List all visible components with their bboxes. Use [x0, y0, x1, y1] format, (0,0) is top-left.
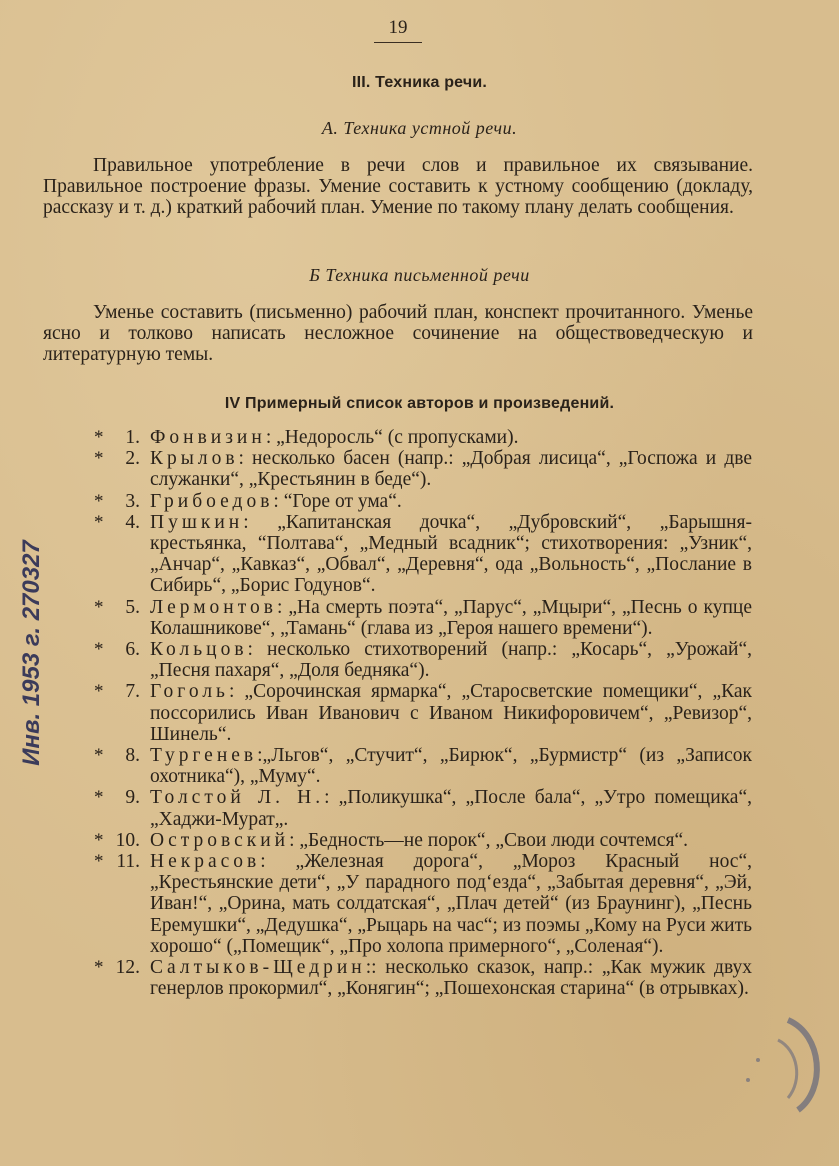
- list-item-star: *: [94, 851, 104, 873]
- list-item-number: 6.: [125, 639, 140, 661]
- list-item-text: [150, 512, 752, 597]
- list-item-star: *: [94, 957, 104, 979]
- author-name: Лермонтов: [150, 596, 277, 618]
- author-name: Грибоедов: [150, 490, 274, 512]
- list-item-text: [150, 745, 752, 787]
- works-text: : „Бедность—не порок“, „Свои люди сочтемся“.: [289, 829, 689, 851]
- list-item-number: 9.: [125, 787, 140, 809]
- list-item: [0, 681, 839, 745]
- works-text: : „На смерть поэта“, „Парус“, „Мцыри“, „Песнь о купце Колашникове“, „Тамань“ (глава из „Героя нашего времени“).: [150, 596, 752, 639]
- handwritten-inventory-note: [16, 523, 62, 783]
- list-item-star: *: [94, 745, 104, 767]
- list-item-text: [150, 830, 752, 851]
- list-item-text: [150, 787, 752, 829]
- list-item-star: *: [94, 681, 104, 703]
- list-item-star: *: [94, 511, 104, 533]
- list-item: [0, 427, 839, 448]
- list-item-text: [150, 957, 752, 999]
- subsection-a-title: А. Техника устной речи.: [321, 118, 518, 138]
- subsection-a-text: Правильное употребление в речи слов и правильное их связывание. Правильное построение фразы. Умение составить к устному сообщению (докладу, рассказу и т. д.) краткий рабочий план. Умение по такому плану делать сообщения.: [43, 155, 753, 218]
- page-number: 19: [374, 17, 422, 43]
- list-item-star: *: [94, 448, 104, 470]
- author-name: Гоголь: [150, 681, 229, 703]
- list-item-star: *: [94, 639, 104, 661]
- list-item-star: *: [94, 829, 104, 851]
- list-item: [0, 639, 839, 681]
- list-item: [0, 597, 839, 639]
- list-item-star: *: [94, 427, 104, 448]
- inventory-note-text: Инв. 1953 г. 270327: [18, 540, 45, 766]
- section-3-heading: III. Техника речи.: [351, 74, 488, 91]
- subsection-b-text: Уменье составить (письменно) рабочий план, конспект прочитанного. Уменье ясно и толково написать несложное сочинение на обществоведческую и литературную темы.: [43, 302, 753, 365]
- works-text: :„Льгов“, „Стучит“, „Бирюк“, „Бурмистр“ (из „Записок охотника“), „Муму“.: [150, 745, 752, 788]
- list-item-star: *: [94, 596, 104, 618]
- works-text: : „Капитанская дочка“, „Дубровский“, „Барышня-крестьянка, “Полтава“, „Медный всадник“; стихотворения: „Узник“, „Анчар“, „Кавказ“, „Обвал“, „Деревня“, ода „Вольность“, „Послание в Сибирь“, „Борис Годунов“.: [150, 511, 752, 597]
- list-item-number: 10.: [115, 829, 140, 851]
- author-name: Фонвизин: [150, 427, 266, 448]
- list-item: [0, 787, 839, 829]
- library-stamp-icon: [728, 1010, 828, 1120]
- works-text: : несколько басен (напр.: „Добрая лисица“, „Госпожа и две служанки“, „Крестьянин в беде“).: [150, 448, 752, 491]
- list-item: [0, 512, 839, 597]
- authors-list: [0, 427, 839, 999]
- list-item: [0, 830, 839, 851]
- works-text: : „Поликушка“, „После бала“, „Утро помещика“, „Хаджи-Мурат„.: [150, 787, 752, 830]
- list-item-number: 2.: [125, 448, 140, 470]
- author-name: Пушкин: [150, 511, 244, 533]
- list-item-number: 11.: [116, 851, 140, 873]
- subsection-b-title: Б Техника письменной речи: [309, 265, 530, 285]
- works-text: : “Горе от ума“.: [273, 490, 402, 512]
- list-item: [0, 851, 839, 957]
- list-item-text: [150, 851, 752, 957]
- list-item-number: 5.: [125, 596, 140, 618]
- author-name: Островский: [150, 829, 290, 851]
- list-item-number: 8.: [125, 745, 140, 767]
- list-item: [0, 448, 839, 490]
- list-item-number: 4.: [125, 511, 140, 533]
- works-text: :: несколько сказок, напр.: „Как мужик двух генерлов прокормил“, „Конягин“; „Пошехонская старина“ (в отрывках).: [150, 957, 752, 1000]
- list-item-star: *: [94, 787, 104, 809]
- works-text: : „Сорочинская ярмарка“, „Старосветские помещики“, „Как поссорились Иван Иванович с Иваном Никифоровичем“, „Ревизор“, Шинель“.: [150, 681, 752, 745]
- list-item-text: [150, 448, 752, 490]
- author-name: Толстой Л. Н.: [150, 787, 325, 809]
- list-item-text: [150, 639, 752, 681]
- list-item-text: [150, 597, 752, 639]
- list-item: [0, 491, 839, 512]
- list-item-text: [150, 491, 752, 512]
- author-name: Кольцов: [150, 639, 248, 661]
- list-item-text: [150, 681, 752, 745]
- list-item-number: 3.: [125, 490, 140, 512]
- author-name: Крылов: [150, 448, 239, 470]
- section-4-heading: IV Примерный список авторов и произведений.: [224, 395, 615, 412]
- list-item-star: *: [94, 490, 104, 512]
- list-item-text: [150, 427, 752, 448]
- list-item-number: 12.: [115, 957, 140, 979]
- list-item: [0, 957, 839, 999]
- list-item: [0, 745, 839, 787]
- works-text: : „Железная дорога“, „Мороз Красный нос“, „Крестьянские дети“, „У парадного под‘езда“, „Забытая деревня“, „Эй, Иван!“, „Орина, мать солдатская“, „Плач детей“ (из Браунинг), „Песнь Еремушки“, „Дедушка“, „Рыцарь на час“; из поэмы „Кому на Руси жить хорошо“ („Помещик“, „Про холопа примерного“, „Соленая“).: [150, 851, 752, 957]
- works-text: : несколько стихотворений (напр.: „Косарь“, „Урожай“, „Песня пахаря“, „Доля бедняка“).: [150, 639, 752, 682]
- author-name: Некрасов: [150, 851, 261, 873]
- author-name: Салтыков-Щедрин: [150, 957, 366, 979]
- author-name: Тургенев: [150, 745, 258, 767]
- list-item-number: 1.: [125, 427, 140, 448]
- list-item-number: 7.: [125, 681, 140, 703]
- works-text: : „Недоросль“ (с пропусками).: [265, 427, 519, 448]
